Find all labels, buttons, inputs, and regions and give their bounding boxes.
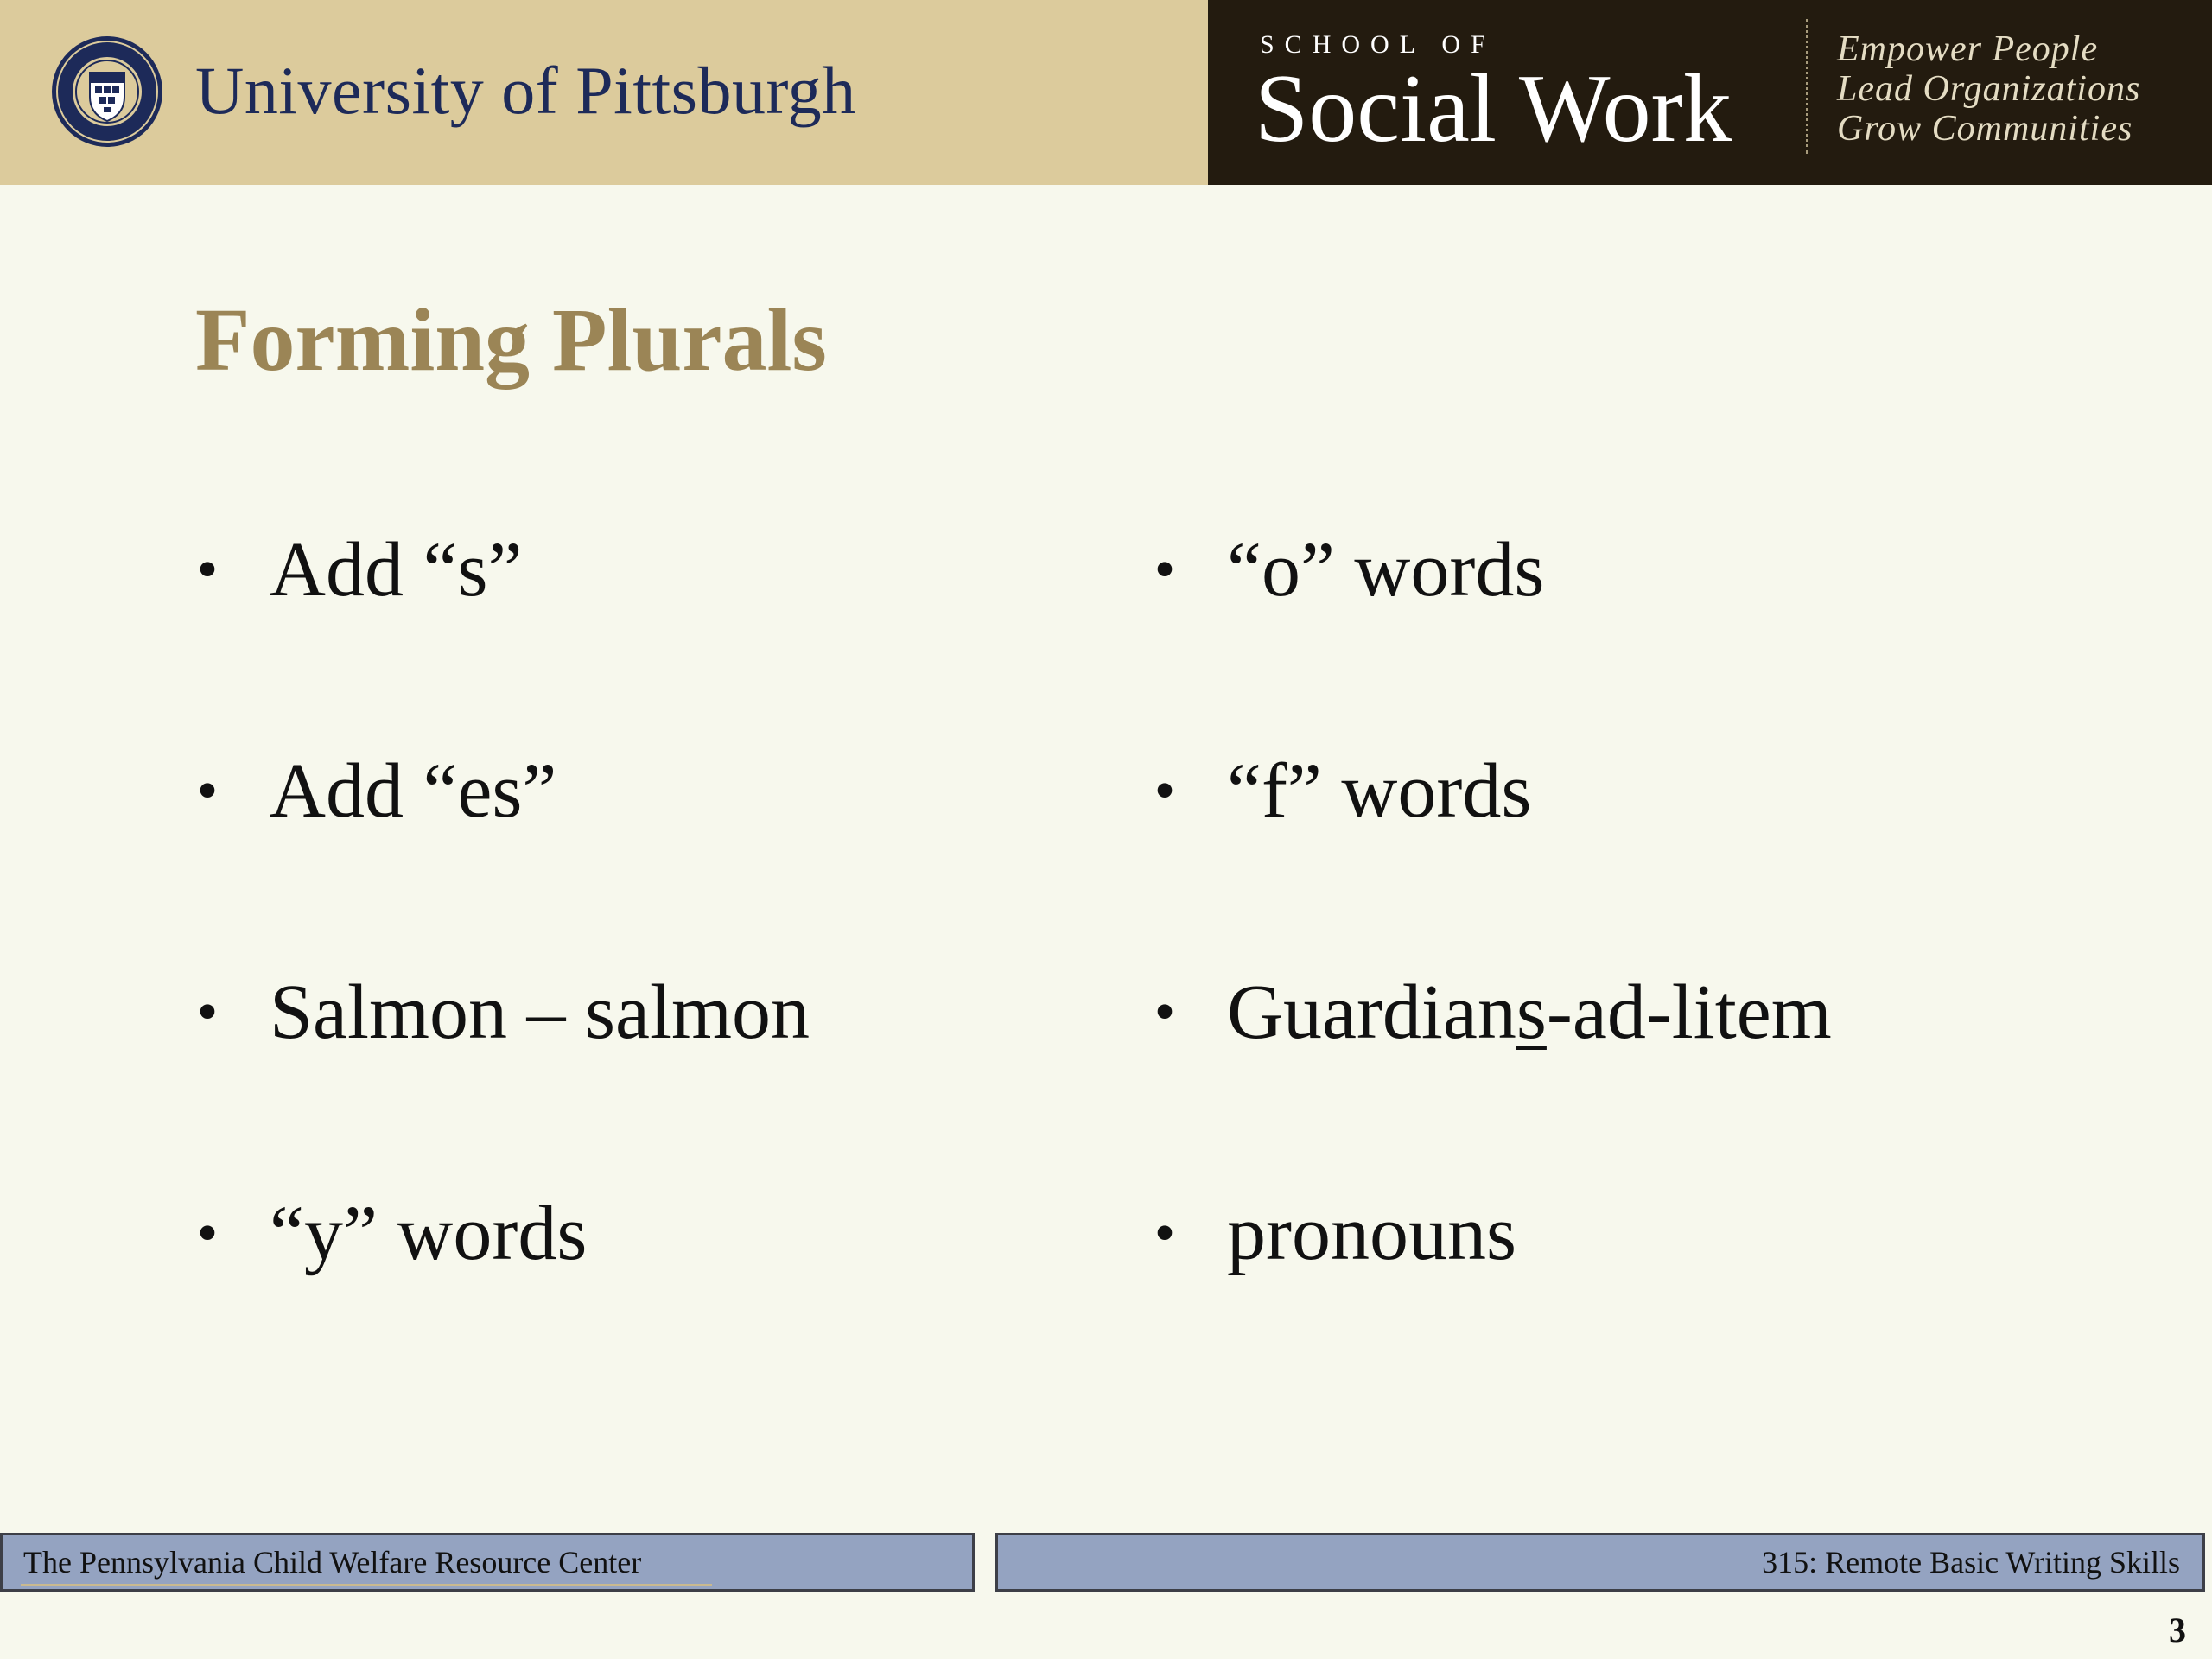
bullet-text: Add “s” (270, 527, 523, 613)
list-item (190, 961, 1141, 1182)
footer-organization: The Pennsylvania Child Welfare Resource Center (23, 1545, 642, 1580)
bullet-text (1227, 961, 1832, 1065)
bullet-text: “o” words (1227, 527, 1545, 613)
bullet-list-left (190, 518, 1141, 1403)
bullet-icon: • (196, 537, 219, 603)
social-work-title: Social Work (1255, 55, 1732, 162)
university-seal-icon (50, 35, 164, 149)
list-item (1147, 1182, 2098, 1403)
tagline-line-2: Lead Organizations (1837, 69, 2141, 109)
list-item (1147, 740, 2098, 961)
footer-course-title: 315: Remote Basic Writing Skills (1762, 1545, 2180, 1580)
school-of-label: SCHOOL OF (1260, 30, 1496, 59)
list-item (190, 1182, 1141, 1403)
tagline-line-3: Grow Communities (1837, 109, 2133, 149)
bullet-icon: • (196, 1200, 219, 1267)
university-name: University of Pittsburgh (195, 53, 856, 128)
list-item (1147, 518, 2098, 740)
bullet-icon: • (196, 979, 219, 1046)
bullet-text: pronouns (1227, 1191, 1516, 1276)
footer-left-bar (0, 1533, 975, 1592)
page-number: 3 (2169, 1611, 2186, 1649)
bullet-text: Salmon – salmon (270, 969, 810, 1055)
bullet-text: Add “es” (270, 748, 557, 834)
university-banner (0, 0, 1208, 185)
list-item (190, 518, 1141, 740)
bullet-list-right (1147, 518, 2098, 1403)
bullet-text-part: Guardian (1227, 969, 1516, 1055)
header-divider (1806, 19, 1808, 154)
bullet-icon: • (1154, 758, 1176, 824)
bullet-icon: • (196, 758, 219, 824)
bullet-icon: • (1154, 979, 1176, 1046)
bullet-icon: • (1154, 537, 1176, 603)
slide-header (0, 0, 2212, 185)
bullet-text: “f” words (1227, 748, 1532, 834)
bullet-icon: • (1154, 1200, 1176, 1267)
list-item (1147, 961, 2098, 1182)
bullet-text: “y” words (270, 1191, 588, 1276)
tagline-line-1: Empower People (1837, 29, 2099, 69)
list-item (190, 740, 1141, 961)
bullet-text-part: -ad-litem (1546, 969, 1832, 1055)
slide-title: Forming Plurals (195, 290, 827, 390)
footer-underline (21, 1584, 712, 1586)
underlined-letter: s (1516, 969, 1547, 1055)
footer-right-bar (995, 1533, 2205, 1592)
